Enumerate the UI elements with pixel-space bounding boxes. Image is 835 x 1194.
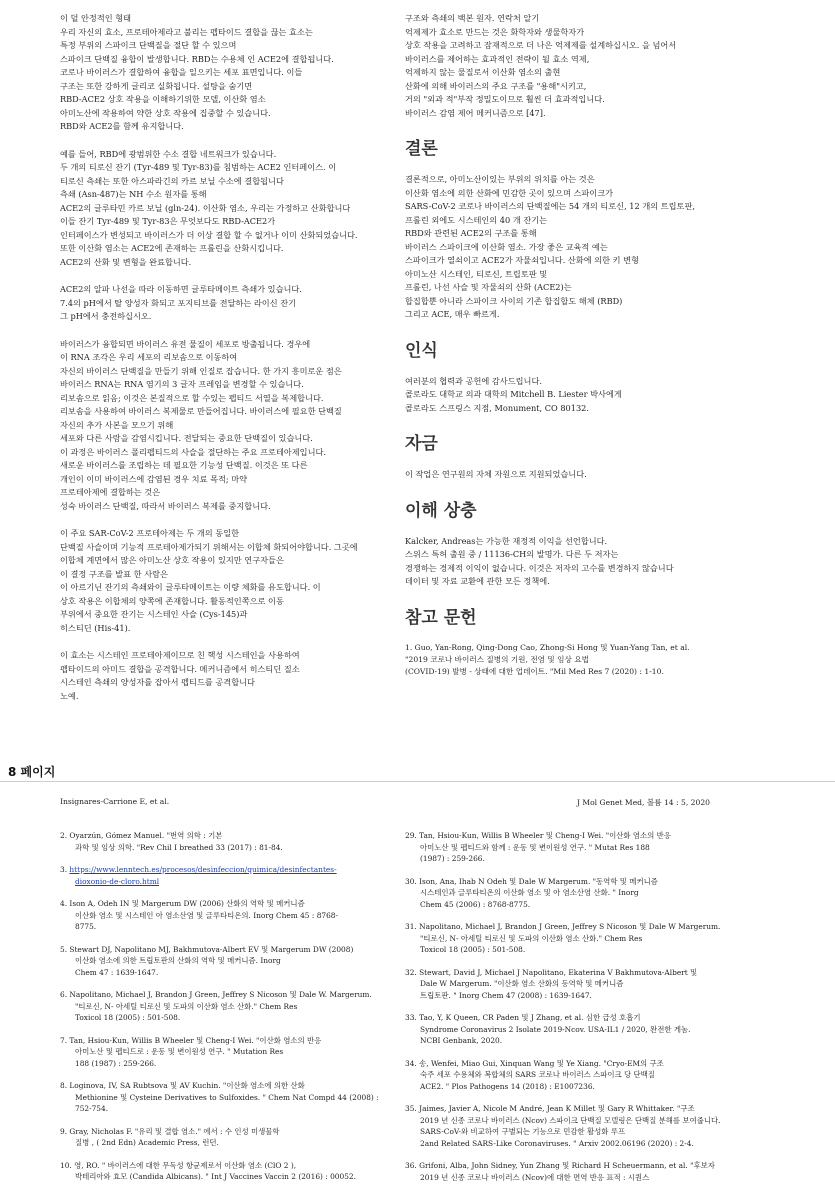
- references-left-column: [60, 830, 395, 1194]
- reference-link[interactable]: https://www.lenntech.es/procesos/desinfeccion/quimica/desinfectantes- dioxonio-de-cloro.html: [69, 865, 337, 886]
- references-right-column: [405, 830, 735, 1194]
- reference-entry: 33. Tao, Y, K Queen, CR Paden 및 J Zhang, et al. 심한 급성 호흡기 Syndrome Coronavirus 2 Isolate 2019-Ncov. USA-IL1 / 2020, 완전한 게놈. NCBI Genbank, 2020.: [405, 1013, 691, 1045]
- reference-entry: 8. Loginova, IV, SA Rubtsova 및 AV Kuchin. "이산화 염소에 의한 산화 Methionine 및 Cysteine Derivatives to Sulfoxides. " Chem Nat Compd 44 (2008) : 752-754.: [60, 1081, 379, 1113]
- body-paragraph: 이 주요 SAR-CoV-2 프로테아제는 두 개의 동일한 단백질 사슬이며 기능적 프로테아제가되기 위해서는 이합체 화되어야합니다. 그곳에 이합체 계면에서 많은 아미노산 상호 작용이 있지만 연구자들은 이 결정 구조를 발표 한 사람은 이 아르기닌 잔기의 측쇄와이 글루타메이트는 이량 체화를 유도합니다. 이 상호 작용은 이합체의 양쪽에 존재합니다. 활동적인쪽으로 이동 부위에서 중요한 잔기는 시스테인 사슬 (Cys-145)과 히스티딘 (His-41).: [60, 528, 358, 633]
- reference-entry: [60, 864, 395, 887]
- reference-entry: 10. 영, RO. " 바이러스에 대한 무독성 항균제로서 이산화 염소 (ClO 2 ), 박테리아와 효모 (Candida Albicans). " Int J Vaccines Vaccin 2 (2016) : 00052.: [60, 1160, 356, 1181]
- section-body-conclusion: 결론적으로, 아미노산이있는 부위의 위치를 아는 것은 이산화 염소에 의한 산화에 민감한 곳이 있으며 스파이크가 SARS-CoV-2 코로나 바이러스의 단백질에는 54 개의 티로신, 12 개의 트립토판, 프롤린 외에도 시스테인의 40 개 잔기는 RBD와 관련된 ACE2의 구조를 통해 바이러스 스파이크에 이산화 염소. 가장 좋은 교육적 예는 스파이크가 열쇠이고 ACE2가 자물쇠입니다. 산화에 의한 키 변형 아미노산 시스테인, 티로신, 트립토판 및 프롤린, 나선 사슬 및 자물쇠의 산화 (ACE2)는 합집합뿐 아니라 스파이크 사이의 기존 합집합도 해체 (RBD) 그리고 ACE, 매우 빠르게.: [405, 174, 695, 319]
- body-paragraph: 예를 들어, RBD에 광범위한 수소 결합 네트워크가 있습니다. 두 개의 티로신 잔기 (Tyr-489 및 Tyr-83)를 침범하는 ACE2 인터페이스. 이 티로신 측쇄는 또한 아스파라긴의 카르 보닐 수소에 결합됩니다 측쇄 (Asn-487)는 NH 수소 원자를 통해 ACE2의 글루타민 카르 보닐 (gln-24). 이산화 염소, 우리는 가정하고 산화합니다 이들 잔기 Tyr-489 및 Tyr-83은 무엇보다도 RBD-ACE2가 인터페이스가 변성되고 바이러스가 더 이상 결합 할 수 없거나 이미 산화되었습니다. 또한 이산화 염소는 ACE2에 존재하는 프롤린을 산화시킵니다. ACE2의 산화 및 변형을 완료합니다.: [60, 148, 358, 267]
- reference-entry: 4. Ison A, Odeh IN 및 Margerum DW (2006) 산화의 역학 및 메커니즘 이산화 염소 및 시스테인 아 염소산염 및 글루타티온의. Inorg Chem 45 : 8768- 8775.: [60, 899, 338, 931]
- page-divider: [0, 781, 835, 782]
- section-body-conflict-of-interest: Kalcker, Andreas는 가능한 재정적 이익을 선언합니다. 스위스 특허 출원 중 / 11136-CH의 발명가. 다른 두 저자는 경쟁하는 경제적 이익이 없습니다. 이것은 저자의 고수를 변경하지 않습니다 데이터 및 자료 교환에 관한 모든 정책에.: [405, 535, 674, 586]
- section-heading-references: 참고 문헌: [405, 607, 477, 628]
- reference-entry: 31. Napolitano, Michael J, Brandon J Green, Jeffrey S Nicoson 및 Dale W Margerum. "티로신, N- 아세틸 티로신 및 도파의 이산화 염소 산화." Chem Res Toxicol 18 (2005) : 501-508.: [405, 922, 721, 954]
- section-heading-conflict-of-interest: 이해 상충: [405, 500, 477, 521]
- body-paragraph: 구조와 측쇄의 백본 원자. 연락처 알기 억제제가 효소로 만드는 것은 화학자와 생물학자가 상호 작용을 고려하고 잠재적으로 더 나은 억제제를 설계하십시오. 을 넘어서 바이러스를 제어하는 효과적인 전략이 될 효소 역제, 억제하지 않는 물질로서 이산화 염소의 출현 산화에 의해 바이러스의 주요 구조를 "용해"시키고, 거의 "외과 적"부작 정밀도이므로 훨씬 더 효과적입니다. 바이러스 감염 제어 메커니즘으로 [47].: [405, 13, 677, 118]
- reference-entry: 34. 송, Wenfei, Miao Gui, Xinquan Wang 및 Ye Xiang. "Cryo-EM의 구조 숙주 세포 수용체와 복합체의 SARS 코로나 바이러스 스파이크 당 단백질 ACE2. " Plos Pathogens 14 (2018) : E1007236.: [405, 1058, 664, 1091]
- reference-entry: 2. Oyarzún, Gómez Manuel. "번역 의학 : 기본 과학 및 임상 의학. "Rev Chil I breathed 33 (2017) : 81-84.: [60, 831, 283, 852]
- reference-entry: 32. Stewart, David J, Michael J Napolitano, Ekaterina V Bakhmutova-Albert 및 Dale W Margerum. "이산화 염소 산화의 동역학 및 메커니즘 트립토판. " Inorg Chem 47 (2008) : 1639-1647.: [405, 967, 698, 1000]
- reference-entry: 6. Napolitano, Michael J, Brandon J Green, Jeffrey S Nicoson 및 Dale W. Margerum. "티로신, N- 아세틸 티로신 및 도파의 이산화 염소 산화." Chem Res Toxicol 18 (2005) : 501-508.: [60, 990, 372, 1022]
- page-label: 8 페이지: [8, 765, 56, 779]
- section-heading-funding: 자금: [405, 434, 438, 454]
- left-column: [60, 12, 395, 717]
- reference-entry: 7. Tan, Hsiou-Kun, Willis B Wheeler 및 Cheng-I Wei. "이산화 염소의 반응 아미노산 및 펩티드로 : 운동 및 변이원성 연구. " Mutation Res 188 (1987) : 259-266.: [60, 1035, 322, 1068]
- running-header-authors: Insignares-Carrione E, et al.: [60, 797, 170, 806]
- section-body-acknowledgement: 여러분의 협력과 공헌에 감사드립니다. 콜로라도 대학교 의과 대학의 Mitchell B. Liester 박사에게 콜로라도 스프링스 지점, Monument, CO 80132.: [405, 375, 622, 413]
- body-paragraph: ACE2의 알파 나선을 따라 이동하면 글루타메이트 측쇄가 있습니다. 7.4의 pH에서 탈 양성자 화되고 포지티브를 전달하는 라이신 잔기 그 pH에서 충전하십시오.: [60, 284, 302, 321]
- running-header-journal: J Mol Genet Med, 볼륨 14 : 5, 2020: [576, 798, 710, 807]
- body-paragraph: 바이러스가 융합되면 바이러스 유전 물질이 세포로 방출됩니다. 경우에 이 RNA 조각은 우리 세포의 리보솜으로 이동하여 자신의 바이러스 단백질을 만들기 위해 인질로 잡습니다. 한 가지 흥미로운 점은 바이러스 RNA는 RNA 염기의 3 글자 프레임을 변경할 수 있습니다. 리보솜으로 읽음; 이것은 본질적으로 할 수있는 펩티드 서열을 복제합니다. 리보솜을 사용하여 바이러스 복제물로 만들어집니다. 바이러스에 필요한 단백질 자신의 추가 사본을 모으기 위해 세포와 다른 사람을 감염시킵니다. 전달되는 중요한 단백질이 있습니다. 이 과정은 바이러스 폴리펩티드의 사슬을 절단하는 주요 프로테아제입니다. 새로운 바이러스를 조립하는 데 필요한 기능성 단백질. 이것은 또 다른 개인이 이미 바이러스에 감염된 경우 치료 목적; 마약 프로테아제에 결합하는 것은 성숙 바이러스 단백질, 따라서 바이러스 복제를 중지합니다.: [60, 338, 342, 511]
- body-paragraph: 이 효소는 시스테인 프로테아제이므로 친 핵성 시스테인을 사용하여 펩타이드의 아미드 결합을 공격합니다. 메커니즘에서 히스티딘 질소 시스테인 측쇄의 양성자를 잡아서 펩티드를 공격합니다 노예.: [60, 650, 300, 701]
- reference-number: 3.: [60, 865, 70, 874]
- reference-entry: 35. Jaimes, Javier A, Nicole M André, Jean K Millet 및 Gary R Whittaker. "구조 2019 년 신종 코로나 바이러스 (Ncov) 스파이크 단백질 모델링은 단백질 분해를 보여줍니다. SARS-CoV-와 비교하여 구별되는 기능으로 민감한 활성화 루프 2and Related SARS-Like Coronaviruses. " Arxiv 2002.06196 (2020) : 2-4.: [405, 1104, 721, 1148]
- reference-entry: 1. Guo, Yan-Rong, Qing-Dong Cao, Zhong-Si Hong 및 Yuan-Yang Tan, et al. "2019 코로나 바이러스 질병의 기원, 전염 및 임상 요법 (COVID-19) 발병 - 상태에 대한 업데이트. "Mil Med Res 7 (2020) : 1-10.: [405, 642, 690, 676]
- right-column: [405, 12, 800, 688]
- reference-entry: 36. Grifoni, Alba, John Sidney, Yun Zhang 및 Richard H Scheuermann, et al. "후보자 2019 년 신종 코로나 바이러스 (Ncov)에 대한 면역 반응 표적 : 시퀀스: [405, 1161, 715, 1182]
- section-heading-acknowledgement: 인식: [405, 340, 438, 361]
- body-paragraph: 이 덜 안정적인 형태 우리 자신의 효소, 프로테아제라고 불리는 펩타이드 결합을 끊는 효소는 특정 부위의 스파이크 단백질을 절단 할 수 있으며 스파이크 단백질 융합이 발생합니다. RBD는 수용체 인 ACE2에 결합됩니다. 코로나 바이러스가 결합하여 융합을 일으키는 세포 표면입니다. 이들 구조는 또한 강하게 글리코 실화됩니다. 설탕을 숨기면 RBD-ACE2 상호 작용을 이해하기위한 모델, 이산화 염소 아미노산에 작용하여 약한 상호 작용에 집중할 수 있습니다. RBD와 ACE2를 함께 유지합니다.: [60, 13, 334, 131]
- section-body-funding: 이 작업은 연구원의 자체 자원으로 지원되었습니다.: [405, 469, 587, 479]
- reference-entry: 5. Stewart DJ, Napolitano MJ, Bakhmutova-Albert EV 및 Margerum DW (2008) 이산화 염소에 의한 트립토판의 산화의 역학 및 메커니즘. Inorg Chem 47 : 1639-1647.: [60, 944, 354, 977]
- section-heading-conclusion: 결론: [405, 139, 438, 159]
- reference-entry: 30. Ison, Ana, Ihab N Odeh 및 Dale W Margerum. "동역학 및 메커니즘 시스테인과 글루타티온의 이산화 염소 및 아 염소산염 산화. " Inorg Chem 45 (2006) : 8768-8775.: [405, 876, 658, 909]
- reference-entry: 29. Tan, Hsiou-Kun, Willis B Wheeler 및 Cheng-I Wei. "이산화 염소의 반응 아미노산 및 펩티드와 함께 : 운동 및 변이원성 연구. " Mutat Res 188 (1987) : 259-266.: [405, 831, 671, 863]
- reference-entry: 9. Gray, Nicholas F. "유리 및 결합 염소." 에서 : 수 인성 미생물학 질병 , ( 2nd Edn) Academic Press, 런던.: [60, 1126, 280, 1147]
